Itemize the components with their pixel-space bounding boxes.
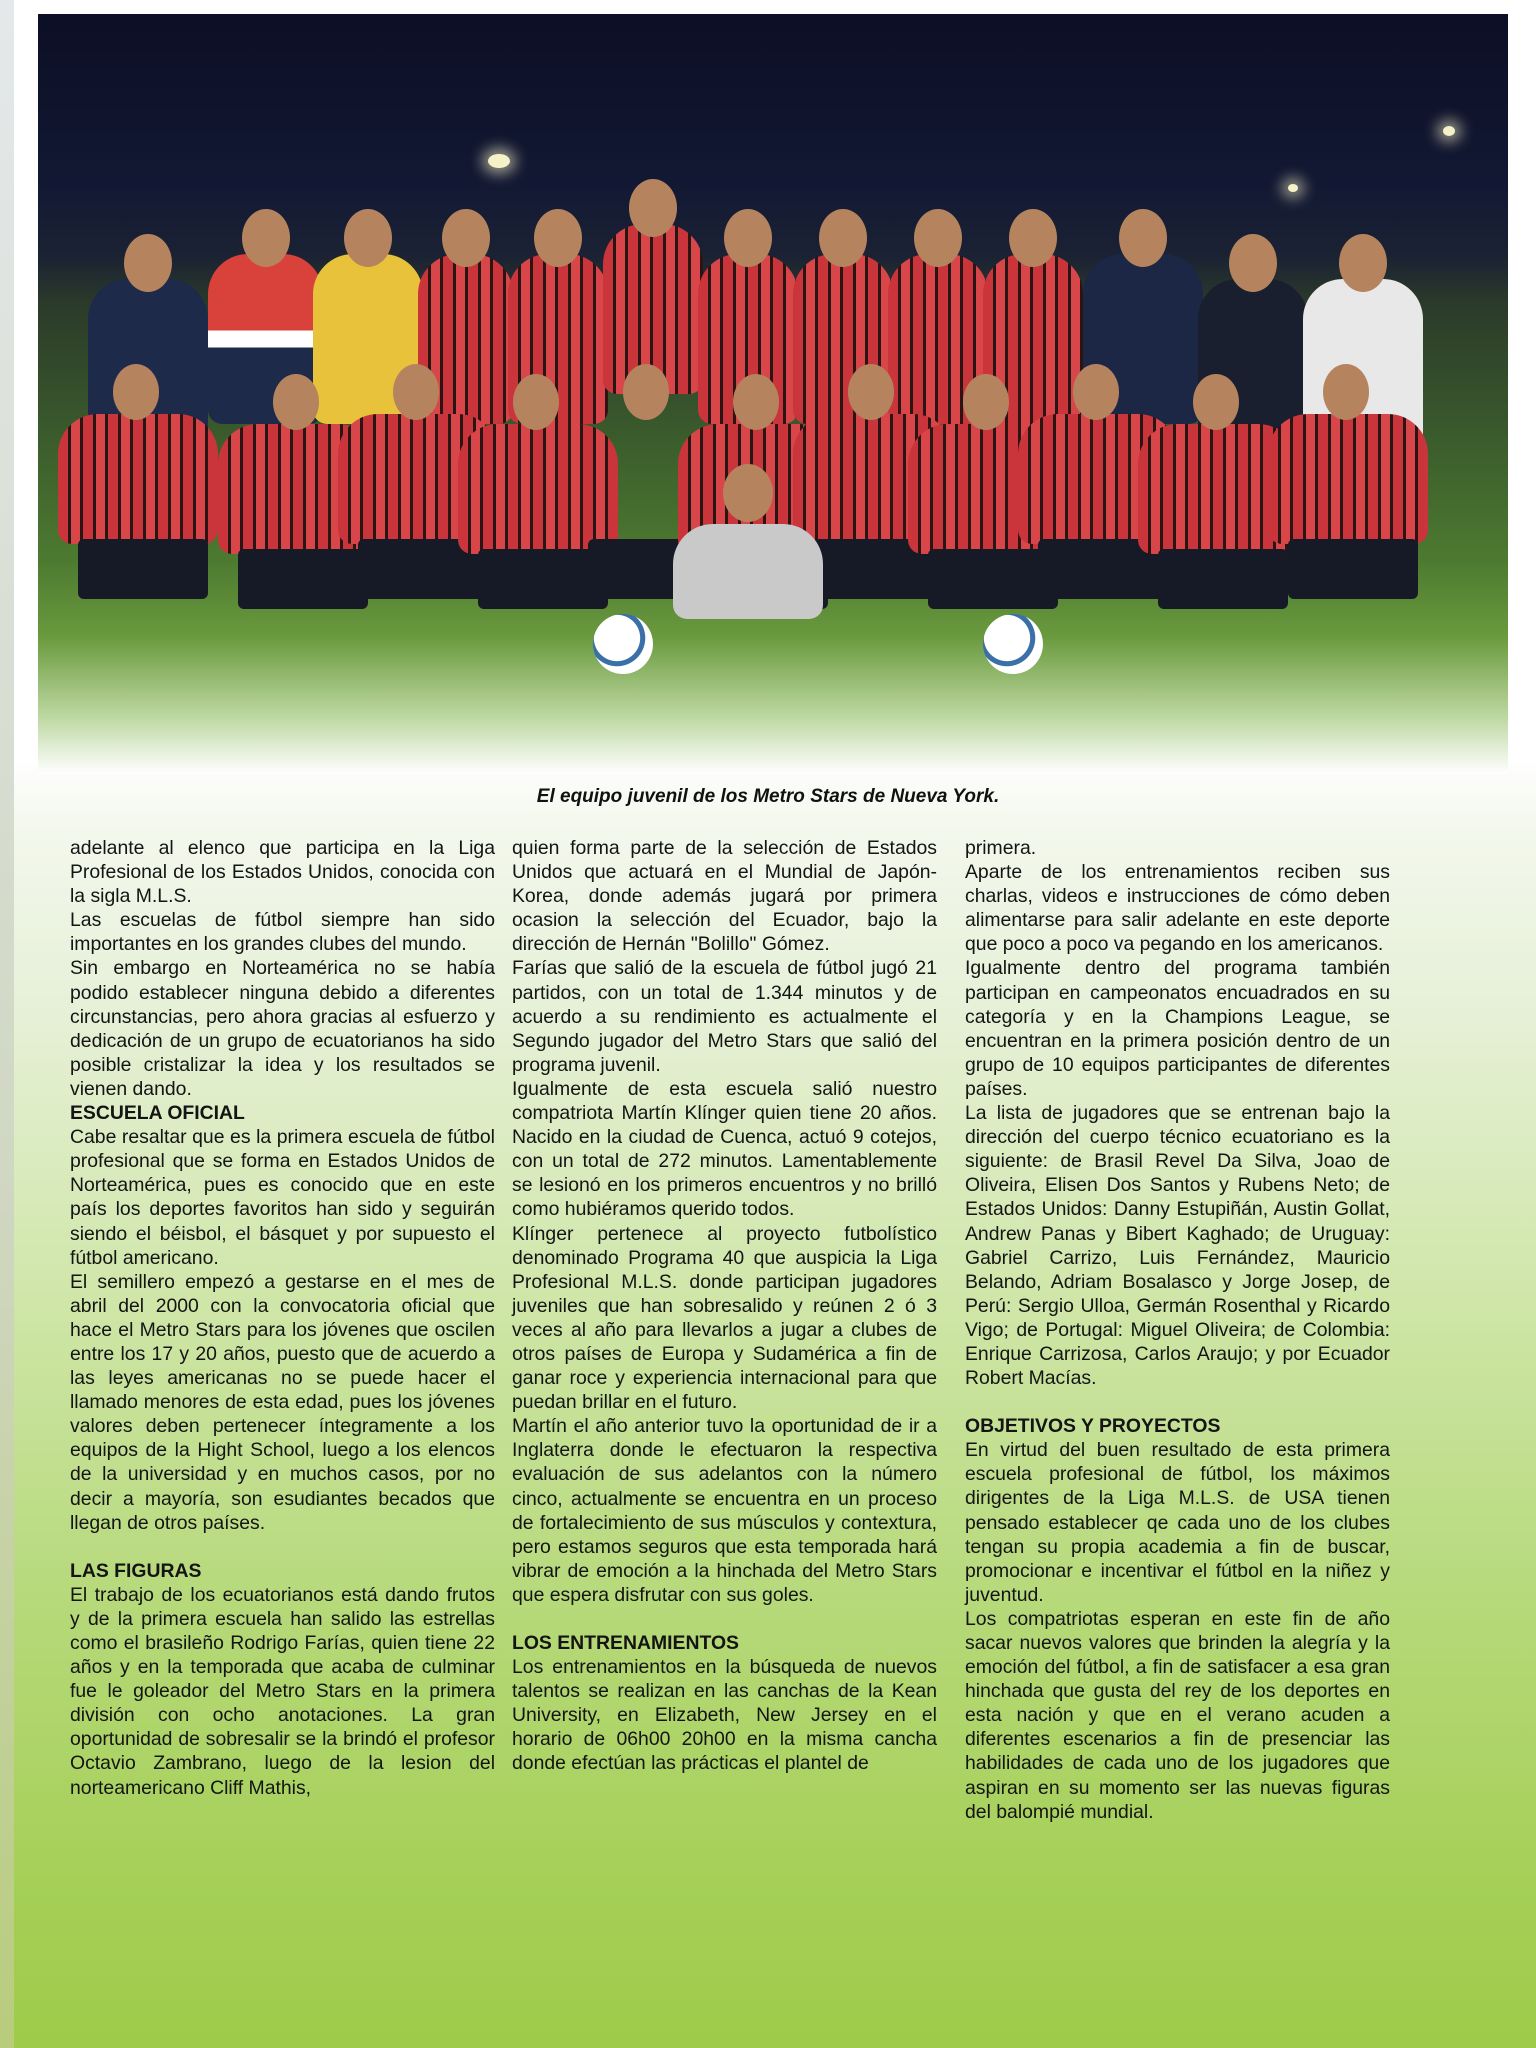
player-head: [1009, 209, 1057, 267]
page-edge: [0, 0, 14, 2048]
article-column-2: [512, 836, 937, 1776]
article-paragraph: La lista de jugadores que se entrenan bajo la dirección del cuerpo técnico ecuatoriano es la siguiente: de Brasil Revel Da Silva, Joao de Oliveira, Elisen Dos Santos y Rubens Neto; de Estados Unidos: Danny Estupiñán, Austin Gollat, Andrew Panas y Bibert Kaghado; de Uruguay: Gabriel Carrizo, Luis Fernández, Mauricio Belando, Adriam Bosalasco y Jorge Josep, de Perú: Sergio Ulloa, Germán Rosenthal y Ricardo Vigo; de Portugal: Miguel Oliveira; de Colombia: Enrique Carrizosa, Carlos Araujo; y por Ecuador Robert Macías.: [965, 1102, 1390, 1390]
article-paragraph: Los entrenamientos en la búsqueda de nuevos talentos se realizan en las canchas de la Kean University, en Elizabeth, New Jersey en el horario de 06h00 20h00 en la misma cancha donde efectúan las prácticas el plantel de: [512, 1656, 937, 1775]
stadium-light: [1443, 126, 1455, 136]
article-paragraph: Igualmente de esta escuela salió nuestro compatriota Martín Klínger quien tiene 20 años. Nacido en la ciudad de Cuenca, actuó 9 cotejos, con un total de 272 minutos. Lamentablemente se lesionó en los primeros encuentros y no brilló como hubiéramos querido todos.: [512, 1077, 937, 1221]
article-paragraph: En virtud del buen resultado de esta primera escuela profesional de fútbol, los máximos dirigentes de la Liga M.L.S. de USA tienen pensado establecer qe cada uno de los clubes tengan su propia academia a fin de buscar, promocionar e incentivar el fútbol en la niñez y juventud.: [965, 1439, 1390, 1606]
player-head: [124, 234, 172, 292]
paragraph-gap: [512, 1607, 937, 1631]
article-paragraph: quien forma parte de la selección de Estados Unidos que actuará en el Mundial de Japón-Korea, donde además jugará por primera ocasion la selección del Ecuador, bajo la dirección de Hernán "Bolillo" Gómez.: [512, 837, 937, 956]
article-column-3: [965, 836, 1390, 1824]
paragraph-gap: [70, 1535, 495, 1559]
player-head: [513, 374, 559, 430]
article-paragraph: El semillero empezó a gestarse en el mes de abril del 2000 con la convocatoria oficial que hace el Metro Stars para los jóvenes que oscilen entre los 17 y 20 años, puesto que de acuerdo a las leyes americanas no se puede hacer el llamado menores de esta edad, pues los jóvenes valores deben pertenecer íntegramente a los equipos de la Hight School, luego a los elencos de la universidad y en muchos casos, por no decir a mayoría, son esudiantes becados que llegan de otros países.: [70, 1270, 495, 1534]
article-paragraph: Las escuelas de fútbol siempre han sido importantes en los grandes clubes del mundo.: [70, 909, 495, 956]
player-head: [1323, 364, 1369, 420]
player-head: [724, 209, 772, 267]
article-paragraph: Aparte de los entrenamientos reciben sus charlas, videos e instrucciones de cómo deben alimentarse para salir adelante en este deporte que poco a poco va pegando en los americanos.: [965, 861, 1390, 956]
section-heading: OBJETIVOS Y PROYECTOS: [965, 1415, 1221, 1438]
player-head: [442, 209, 490, 267]
player-head: [1193, 374, 1239, 430]
article-paragraph: El trabajo de los ecuatorianos está dando frutos y de la primera escuela han salido las estrellas como el brasileño Rodrigo Farías, quien tiene 22 años y en la temporada que acaba de culminar fue le goleador del Metro Stars en la primera división con ocho anotaciones. La gran oportunidad de sobresalir se la brindó el profesor Octavio Zambrano, luego de la lesion del norteamericano Cliff Mathis,: [70, 1583, 495, 1799]
section-heading: ESCUELA OFICIAL: [70, 1102, 245, 1125]
player-shorts: [238, 549, 368, 609]
player-shorts: [1288, 539, 1418, 599]
article-column-1: [70, 836, 495, 1800]
team-photo: [38, 14, 1508, 774]
player-figure: [1268, 414, 1428, 544]
soccer-ball: [983, 614, 1043, 674]
player-head: [393, 364, 439, 420]
article-paragraph: Los compatriotas esperan en este fin de año sacar nuevos valores que brinden la alegría y la emoción del fútbol, a fin de satisfacer a esa gran hinchada que gusta del rey de los deportes en esta nación y que en el verano acuden a diferentes escenarios a fin de presenciar las habilidades de cada uno de los jugadores que aspiran en su momento ser las nuevas figuras del balompié mundial.: [965, 1607, 1390, 1823]
player-head: [623, 364, 669, 420]
player-head: [534, 209, 582, 267]
article-paragraph: Cabe resaltar que es la primera escuela de fútbol profesional que se forma en Estados Unidos de Norteamérica, pues es conocido que en este país los deportes favoritos han sido y seguirán siendo el béisbol, el básquet y por supuesto el fútbol americano.: [70, 1126, 495, 1269]
player-shorts: [1158, 549, 1288, 609]
section-heading: LAS FIGURAS: [70, 1559, 202, 1582]
photo-caption: El equipo juvenil de los Metro Stars de Nueva York.: [536, 786, 1000, 807]
article-paragraph: Igualmente dentro del programa también participan en campeonatos encuadrados en su categoría y en la Champions League, se encuentran en la primera posición dentro de un grupo de 10 equipos participantes de diferentes países.: [965, 957, 1390, 1100]
player-head: [1339, 234, 1387, 292]
player-head: [819, 209, 867, 267]
player-head: [1073, 364, 1119, 420]
player-figure: [58, 414, 218, 544]
article-paragraph: Sin embargo en Norteamérica no se había podido establecer ninguna debido a diferentes circunstancias, pero ahora gracias al esfuerzo y dedicación de un grupo de ecuatorianos ha sido posible cristalizar la idea y los resultados se vienen dando.: [70, 957, 495, 1100]
player-head: [629, 179, 677, 237]
article-paragraph: Farías que salió de la escuela de fútbol jugó 21 partidos, con un total de 1.344 minutos y de acuerdo a su rendimiento es actualmente el Segundo jugador del Metro Stars que salió del programa juvenil.: [512, 957, 937, 1076]
player-head: [113, 364, 159, 420]
player-head: [1229, 234, 1277, 292]
player-head: [273, 374, 319, 430]
player-figure: [458, 424, 618, 554]
player-head: [914, 209, 962, 267]
players-group: [48, 149, 1498, 689]
player-head: [963, 374, 1009, 430]
player-head: [242, 209, 290, 267]
player-head: [344, 209, 392, 267]
section-heading: LOS ENTRENAMIENTOS: [512, 1632, 739, 1654]
child-head: [723, 464, 773, 522]
article-paragraph: Martín el año anterior tuvo la oportunidad de ir a Inglaterra donde le efectuaron la respectiva evaluación de sus adelantos con la número cinco, actualmente se encuentra en un proceso de fortalecimiento de sus músculos y contextura, pero estamos seguros que esta temporada hará vibrar de emoción a la hinchada del Metro Stars que espera disfrutar con sus goles.: [512, 1415, 937, 1606]
player-head: [848, 364, 894, 420]
article-paragraph: Klínger pertenece al proyecto futbolístico denominado Programa 40 que auspicia la Liga Profesional M.L.S. donde participan jugadores juveniles que han sobresalido y reúnen 2 ó 3 veces al año para llevarlos a jugar a clubes de otros países de Europa y Sudamérica a fin de ganar roce y experiencia internacional para que puedan brillar en el futuro.: [512, 1222, 937, 1414]
paragraph-gap: [965, 1390, 1390, 1414]
player-head: [733, 374, 779, 430]
article-paragraph: adelante al elenco que participa en la Liga Profesional de los Estados Unidos, conocida con la sigla M.L.S.: [70, 837, 495, 908]
player-shorts: [78, 539, 208, 599]
article-paragraph: primera.: [965, 837, 1037, 859]
child-figure: [673, 524, 823, 619]
player-head: [1119, 209, 1167, 267]
soccer-ball: [593, 614, 653, 674]
